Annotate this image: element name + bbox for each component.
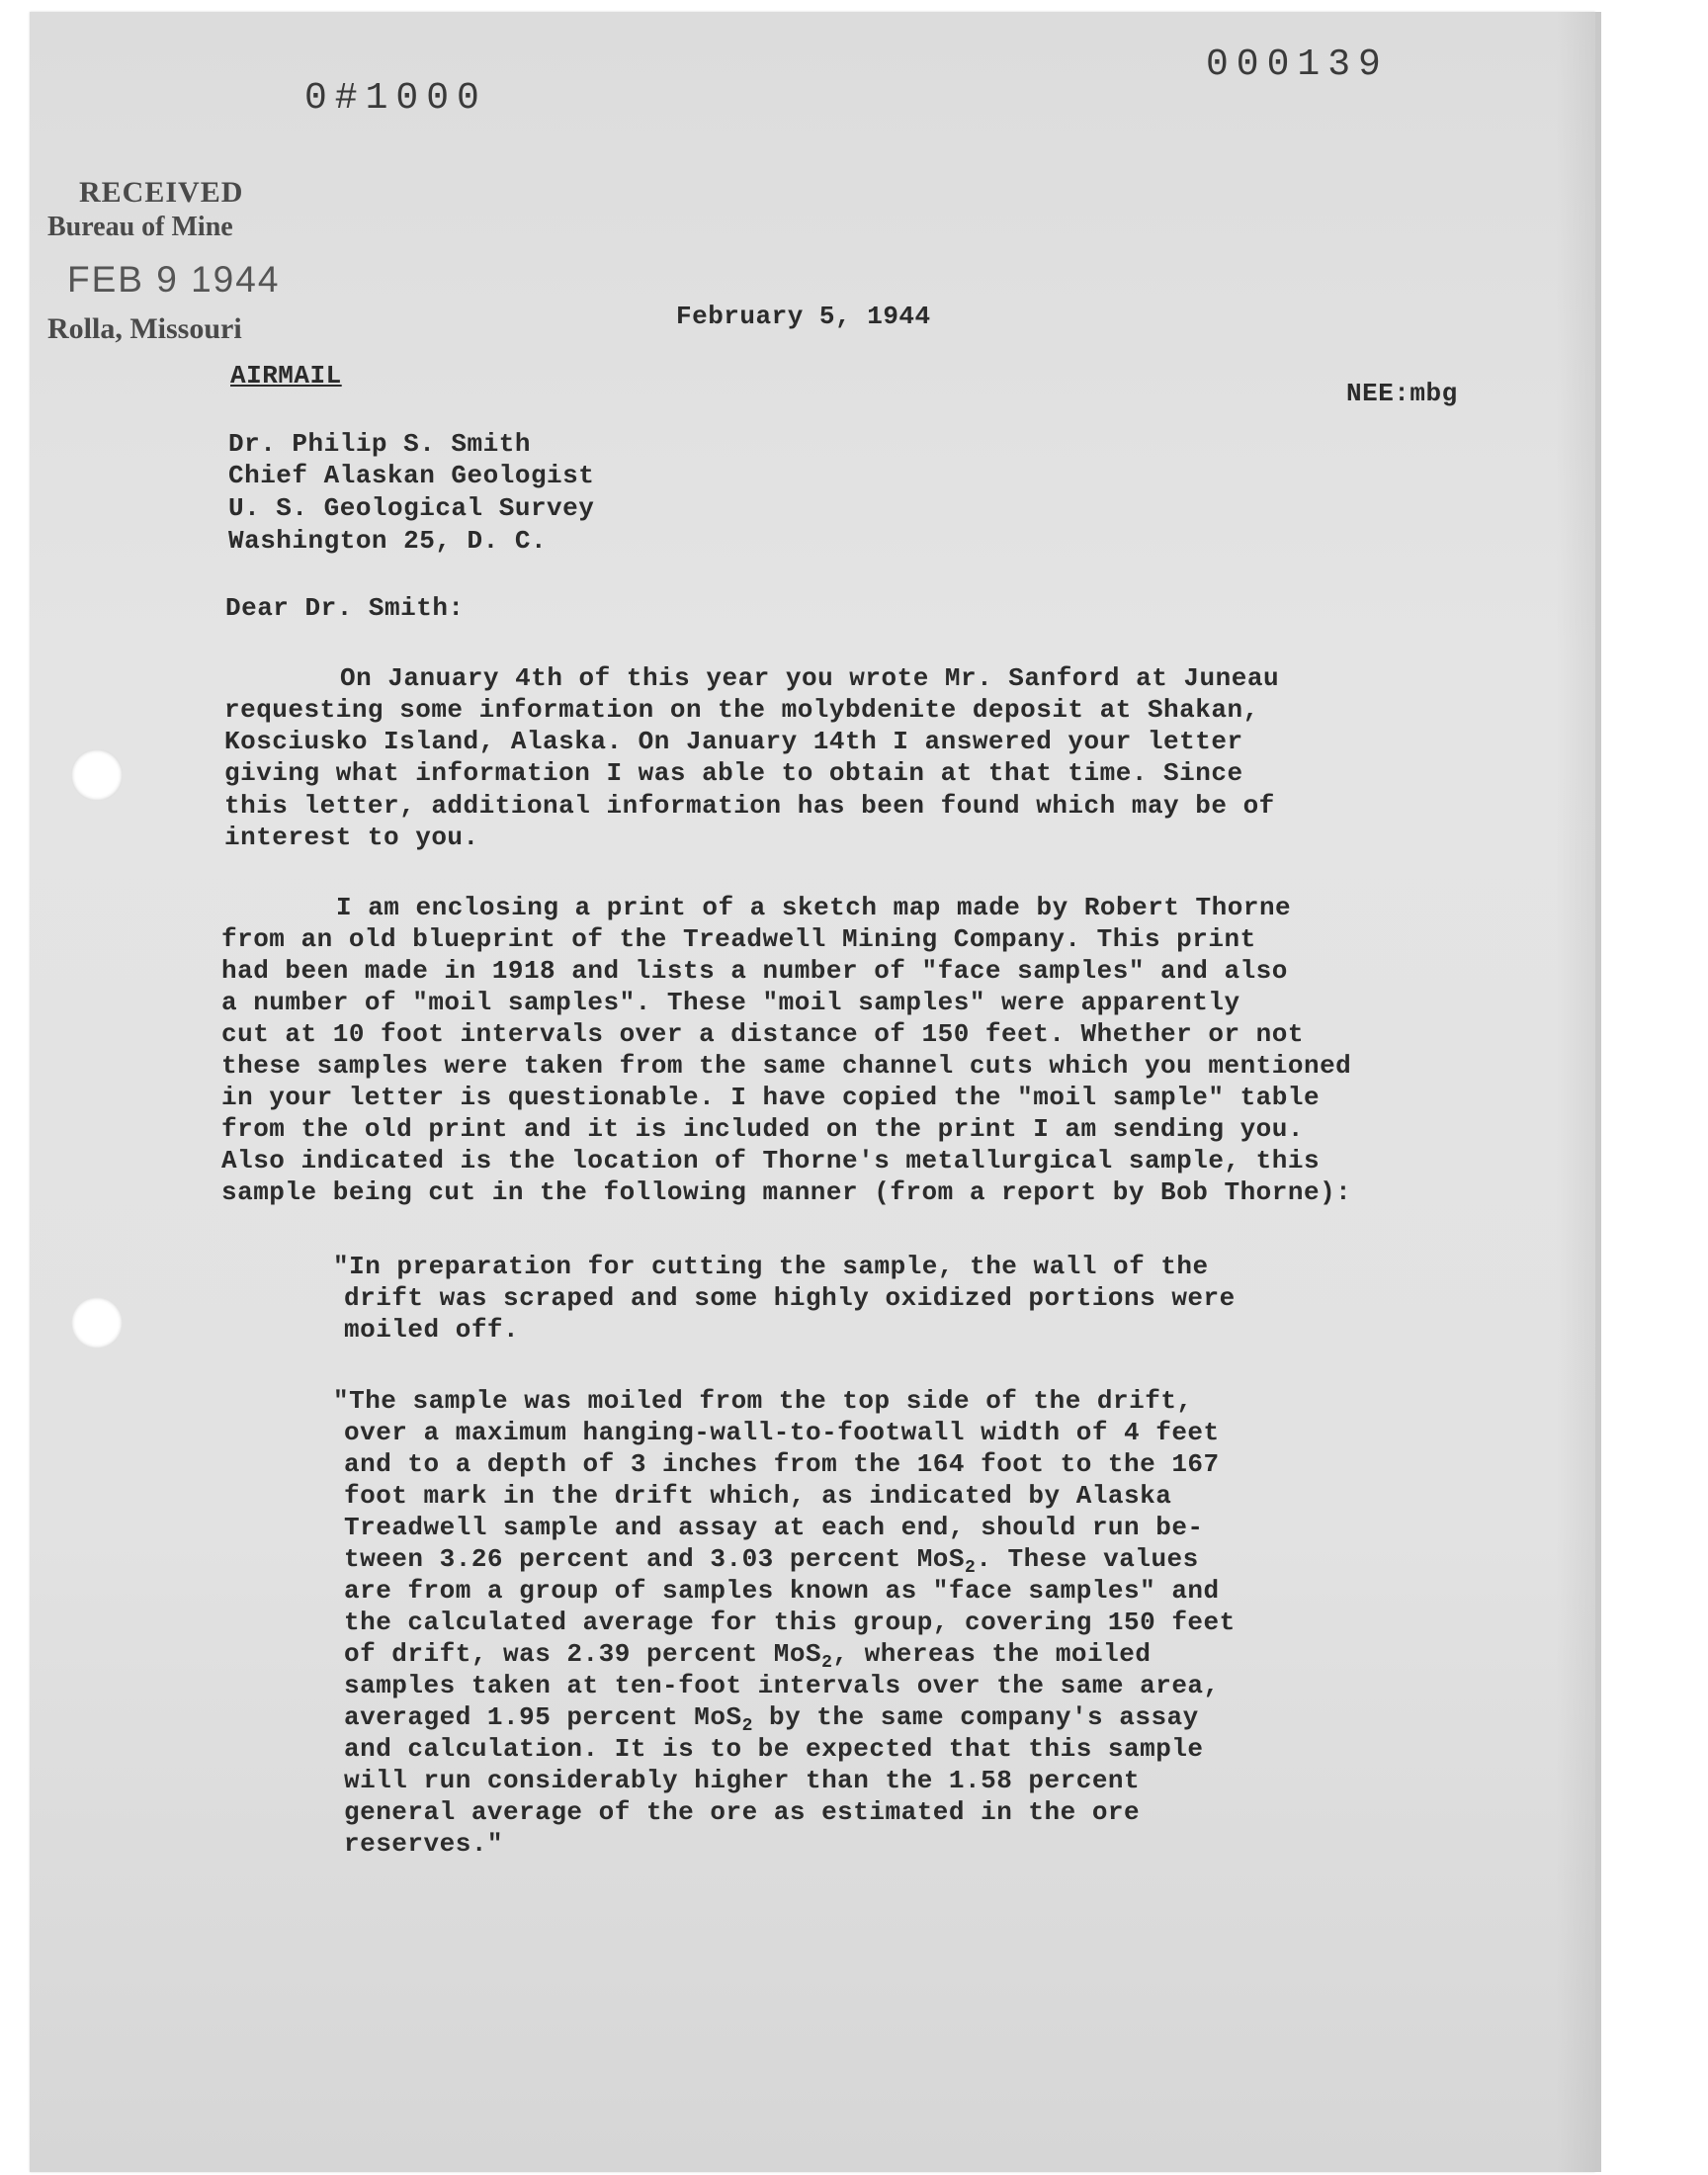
paragraph-line: requesting some information on the molybdenite deposit at Shakan, xyxy=(224,695,1259,725)
address-line: Dr. Philip S. Smith xyxy=(228,429,531,459)
quote-text: averaged 1.95 percent MoS xyxy=(344,1702,742,1732)
punch-hole xyxy=(71,1297,123,1348)
address-line: Washington 25, D. C. xyxy=(228,526,548,556)
paragraph-line: giving what information I was able to obtain at that time. Since xyxy=(224,758,1243,788)
quote-line: the calculated average for this group, covering 150 feet xyxy=(344,1608,1236,1637)
paragraph-line: this letter, additional information has been found which may be of xyxy=(224,791,1275,821)
quote-line xyxy=(344,1702,1199,1736)
quote-line xyxy=(344,1639,1151,1673)
paragraph-line: Also indicated is the location of Thorne's metallurgical sample, this xyxy=(221,1146,1321,1175)
airmail-label: AIRMAIL xyxy=(230,361,342,391)
paragraph-line: I am enclosing a print of a sketch map made by Robert Thorne xyxy=(336,893,1292,922)
paragraph-line: interest to you. xyxy=(224,823,479,852)
quote-line: foot mark in the drift which, as indicated by Alaska xyxy=(344,1481,1172,1511)
quote-line: "The sample was moiled from the top side of the drift, xyxy=(333,1386,1193,1416)
quote-text: , whereas the moiled xyxy=(832,1639,1152,1669)
quote-text: of drift, was 2.39 percent MoS xyxy=(344,1639,822,1669)
quote-line: and to a depth of 3 inches from the 164 foot to the 167 xyxy=(344,1449,1220,1479)
quote-text: by the same company's assay xyxy=(752,1702,1199,1732)
typist-initials: NEE:mbg xyxy=(1346,379,1458,408)
quote-line: samples taken at ten-foot intervals over the same area, xyxy=(344,1671,1220,1700)
paragraph-line: from the old print and it is included on the print I am sending you. xyxy=(221,1114,1304,1144)
received-date: FEB 9 1944 xyxy=(67,259,281,300)
address-line: Chief Alaskan Geologist xyxy=(228,461,595,490)
quote-line: Treadwell sample and assay at each end, should run be- xyxy=(344,1513,1204,1542)
letter-date: February 5, 1944 xyxy=(676,302,931,331)
paragraph-line: from an old blueprint of the Treadwell Mining Company. This print xyxy=(221,924,1256,954)
quote-line: and calculation. It is to be expected that this sample xyxy=(344,1734,1204,1764)
paragraph-line: a number of "moil samples". These "moil samples" were apparently xyxy=(221,988,1240,1017)
quote-line: "In preparation for cutting the sample, the wall of the xyxy=(333,1252,1209,1281)
paragraph-line: sample being cut in the following manner (from a report by Bob Thorne): xyxy=(221,1177,1352,1207)
subscript: 2 xyxy=(741,1716,753,1736)
file-number-stamp: 0#1000 xyxy=(304,77,487,120)
paper-edge xyxy=(1595,12,1601,2172)
quote-line: drift was scraped and some highly oxidized portions were xyxy=(344,1283,1236,1313)
received-location: Rolla, Missouri xyxy=(47,312,242,345)
subscript: 2 xyxy=(965,1558,977,1578)
received-label: RECEIVED xyxy=(79,176,244,209)
page-number-stamp: 000139 xyxy=(1206,44,1389,86)
paragraph-line: these samples were taken from the same channel cuts which you mentioned xyxy=(221,1051,1352,1081)
quote-line xyxy=(344,1544,1199,1578)
paragraph-line: in your letter is questionable. I have copied the "moil sample" table xyxy=(221,1083,1321,1112)
quote-line: moiled off. xyxy=(344,1315,520,1345)
quote-text: tween 3.26 percent and 3.03 percent MoS xyxy=(344,1544,965,1574)
quote-line: reserves." xyxy=(344,1829,504,1859)
subscript: 2 xyxy=(821,1653,833,1673)
punch-hole xyxy=(71,749,123,801)
quote-line: are from a group of samples known as "face samples" and xyxy=(344,1576,1220,1606)
paragraph-line: had been made in 1918 and lists a number of "face samples" and also xyxy=(221,956,1288,986)
quote-line: over a maximum hanging-wall-to-footwall width of 4 feet xyxy=(344,1418,1220,1447)
quote-line: will run considerably higher than the 1.58 percent xyxy=(344,1766,1141,1795)
paragraph-line: On January 4th of this year you wrote Mr. Sanford at Juneau xyxy=(340,663,1280,693)
paragraph-line: Kosciusko Island, Alaska. On January 14th I answered your letter xyxy=(224,727,1243,756)
address-line: U. S. Geological Survey xyxy=(228,493,595,523)
salutation: Dear Dr. Smith: xyxy=(225,593,465,623)
paragraph-line: cut at 10 foot intervals over a distance of 150 feet. Whether or not xyxy=(221,1019,1304,1049)
quote-text: . These values xyxy=(976,1544,1199,1574)
received-bureau: Bureau of Mine xyxy=(47,212,233,242)
quote-line: general average of the ore as estimated in the ore xyxy=(344,1797,1141,1827)
